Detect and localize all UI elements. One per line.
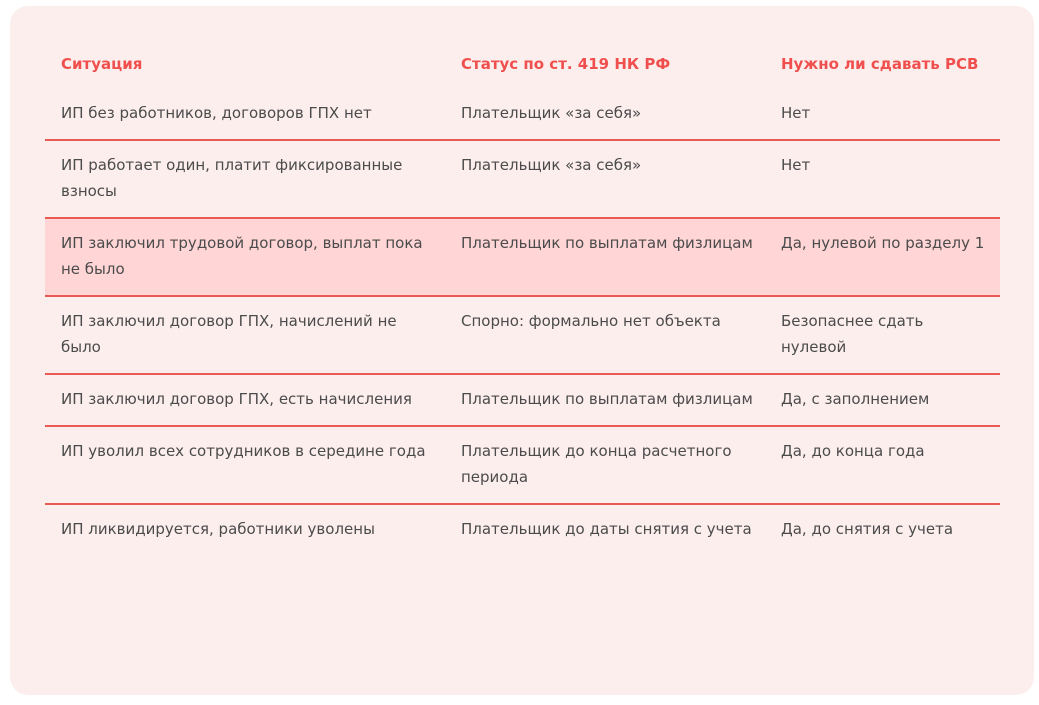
cell-situation: ИП работает один, платит фиксированные взносы [45,140,445,218]
table-row [45,374,1000,426]
cell-rsv-required: Да, до снятия с учета [781,520,954,538]
cell-rsv-required: Безопаснее сдать нулевой [765,296,1000,374]
cell-situation: ИП без работников, договоров ГПХ нет [45,89,445,140]
cell-status: Плательщик до конца расчетного периода [445,426,765,504]
cell-rsv-required: Да, нулевой по разделу 1 [765,218,1000,296]
cell-situation: ИП заключил договор ГПХ, есть начисления [45,374,445,426]
cell-rsv-required: Нет [765,140,1000,218]
cell-situation: ИП уволил всех сотрудников в середине года [45,426,445,504]
cell-rsv-required: Да, с заполнением [765,374,1000,426]
table-row [45,504,1000,555]
cell-situation: ИП заключил договор ГПХ, начислений не было [45,296,445,374]
table-row [45,89,1000,140]
cell-situation: ИП ликвидируется, работники уволены [61,520,375,538]
cell-status: Плательщик по выплатам физлицам [445,218,765,296]
column-header-situation: Ситуация [61,55,143,73]
cell-status: Плательщик до даты снятия с учета [461,520,752,538]
table-row [45,426,1000,504]
cell-status: Спорно: формально нет объекта [445,296,765,374]
table-row [45,296,1000,374]
cell-rsv-required: Да, до конца года [765,426,1000,504]
cell-status: Плательщик по выплатам физлицам [445,374,765,426]
column-header-rsv-required: Нужно ли сдавать РСВ [781,55,979,73]
rsv-status-table [45,51,1000,555]
table-row [45,140,1000,218]
cell-status: Плательщик «за себя» [445,89,765,140]
table-header-row [45,51,1000,89]
table-row-highlighted [45,218,1000,296]
cell-status: Плательщик «за себя» [445,140,765,218]
table-card [10,6,1034,695]
column-header-status: Статус по ст. 419 НК РФ [461,55,671,73]
cell-rsv-required: Нет [765,89,1000,140]
cell-situation: ИП заключил трудовой договор, выплат пока не было [45,218,445,296]
